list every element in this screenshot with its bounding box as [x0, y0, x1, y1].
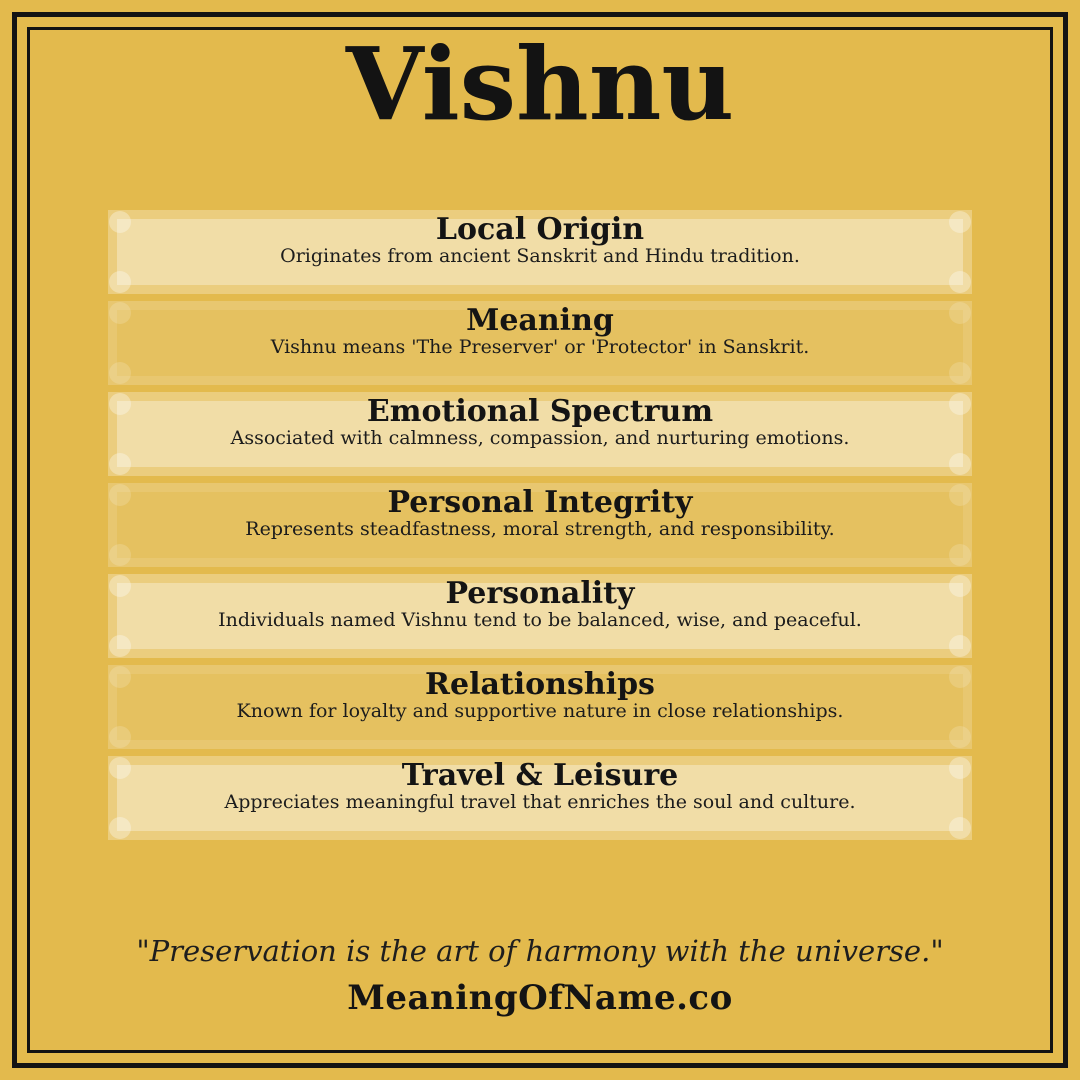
corner-pin-icon [109, 635, 131, 657]
corner-pin-icon [949, 635, 971, 657]
corner-pin-icon [949, 544, 971, 566]
info-card [108, 483, 972, 567]
card-heading: Relationships [425, 667, 655, 702]
card-heading: Travel & Leisure [401, 758, 679, 793]
corner-pin-icon [109, 453, 131, 475]
info-card [108, 665, 972, 749]
corner-pin-icon [949, 726, 971, 748]
card-heading: Personal Integrity [387, 485, 693, 520]
corner-pin-icon [949, 817, 971, 839]
corner-pin-icon [109, 362, 131, 384]
info-card [108, 210, 972, 294]
corner-pin-icon [949, 271, 971, 293]
card-body-text: Known for loyalty and supportive nature in close relationships. [236, 700, 844, 722]
quote-text: "Preservation is the art of harmony with the universe." [136, 934, 944, 968]
corner-pin-icon [949, 362, 971, 384]
card-heading: Local Origin [435, 212, 645, 247]
card-body-text: Vishnu means 'The Preserver' or 'Protector' in Sanskrit. [270, 336, 810, 358]
card-heading: Meaning [466, 303, 614, 338]
corner-pin-icon [109, 271, 131, 293]
card-body-text: Represents steadfastness, moral strength, and responsibility. [245, 518, 835, 540]
info-card [108, 756, 972, 840]
card-body-text: Appreciates meaningful travel that enriches the soul and culture. [224, 791, 856, 813]
card-heading: Emotional Spectrum [366, 394, 714, 429]
info-card [108, 574, 972, 658]
corner-pin-icon [109, 726, 131, 748]
card-body-text: Associated with calmness, compassion, and nurturing emotions. [230, 427, 850, 449]
corner-pin-icon [109, 817, 131, 839]
card-body-text: Individuals named Vishnu tend to be balanced, wise, and peaceful. [218, 609, 862, 631]
corner-pin-icon [109, 544, 131, 566]
corner-pin-icon [949, 453, 971, 475]
card-body-text: Originates from ancient Sanskrit and Hindu tradition. [280, 245, 800, 267]
page-title: Vishnu [345, 25, 735, 143]
card-heading: Personality [445, 576, 635, 611]
info-card [108, 301, 972, 385]
info-card [108, 392, 972, 476]
site-name: MeaningOfName.co [347, 978, 733, 1018]
card-list [108, 210, 972, 840]
